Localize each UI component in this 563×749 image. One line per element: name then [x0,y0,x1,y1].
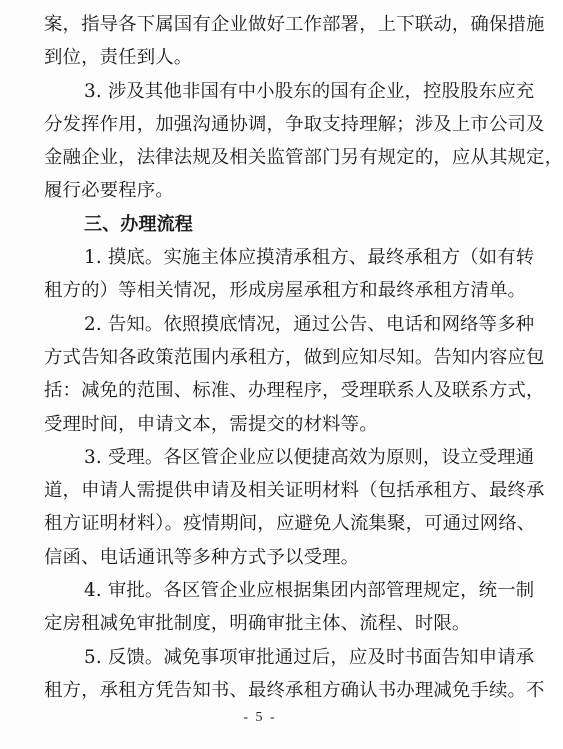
paragraph-line: 2. 告知。依照摸底情况，通过公告、电话和网络等多种 [84,313,535,335]
paragraph-line: 租方，承租方凭告知书、最终承租方确认书办理减免手续。不 [44,679,545,701]
paragraph-line: 金融企业，法律法规及相关监管部门另有规定的，应从其规定， [44,147,563,169]
page-number: - 5 - [243,710,277,725]
paragraph-line: 履行必要程序。 [44,180,174,202]
paragraph-line: 道，申请人需提供申请及相关证明材料（包括承租方、最终承 [44,480,545,502]
paragraph-line: 案，指导各下属国有企业做好工作部署，上下联动，确保措施 [44,14,545,35]
paragraph-line: 括：减免的范围、标准、办理程序，受理联系人及联系方式， [44,380,545,402]
paragraph-line: 4. 审批。各区管企业应根据集团内部管理规定，统一制 [84,580,535,602]
paragraph-line: 到位，责任到人。 [44,47,193,69]
document-body [44,8,563,707]
paragraph-line: 租方证明材料）。疫情期间，应避免人流集聚，可通过网络、 [44,513,536,535]
paragraph-line: 信函、电话通讯等多种方式予以受理。 [44,546,360,568]
paragraph-line: 方式告知各政策范围内承租方，做到应知尽知。告知内容应包 [44,346,545,368]
paragraph-line: 受理时间，申请文本，需提交的材料等。 [44,413,378,435]
paragraph-line: 分发挥作用，加强沟通协调，争取支持理解；涉及上市公司及 [44,113,545,135]
paragraph-line: 3. 受理。各区管企业应以便捷高效为原则，设立受理通 [84,446,535,468]
paragraph-line: 定房租减免审批制度，明确审批主体、流程、时限。 [44,613,471,635]
paragraph-line: 5. 反馈。减免事项审批通过后，应及时书面告知申请承 [84,646,535,668]
section-heading: 三、办理流程 [84,213,193,235]
paragraph-line: 3. 涉及其他非国有中小股东的国有企业，控股股东应充 [84,80,535,102]
paragraph-line: 1. 摸底。实施主体应摸清承租方、最终承租方（如有转 [84,247,535,269]
paragraph-line: 租方的）等相关情况，形成房屋承租方和最终承租方清单。 [44,280,527,302]
